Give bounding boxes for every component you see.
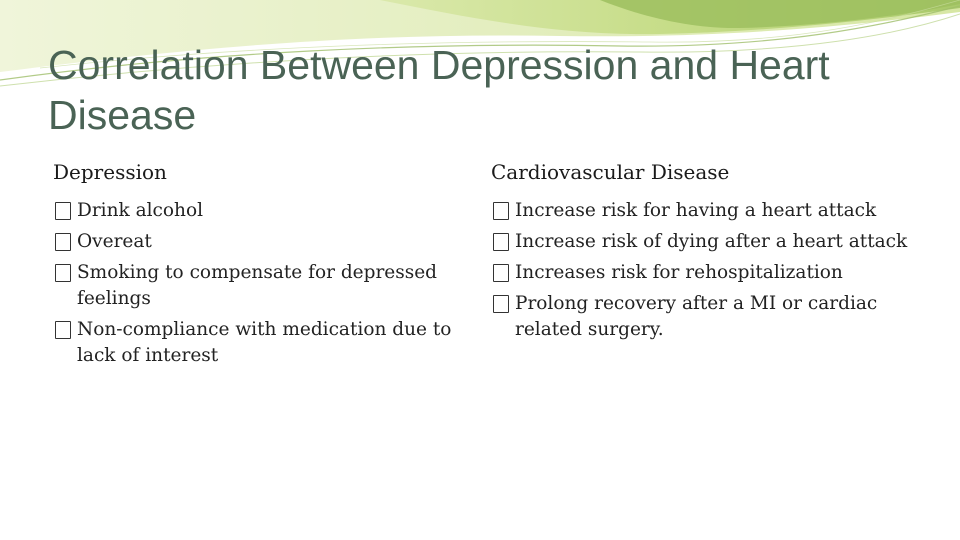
cardiovascular-list xyxy=(491,198,911,343)
list-item xyxy=(53,260,465,312)
list-item xyxy=(53,229,465,255)
missing-glyph-box-icon xyxy=(493,233,509,251)
slide-title: Correlation Between Depression and Heart Disease xyxy=(48,42,830,138)
list-item-text: Increases risk for rehospitalization xyxy=(515,262,843,283)
missing-glyph-box-icon xyxy=(55,321,71,339)
list-item-text: Overeat xyxy=(77,231,152,252)
depression-column xyxy=(53,157,465,374)
missing-glyph-box-icon xyxy=(493,202,509,220)
list-item-text: Drink alcohol xyxy=(77,200,204,221)
missing-glyph-box-icon xyxy=(55,264,71,282)
missing-glyph-box-icon xyxy=(493,264,509,282)
list-item xyxy=(53,317,465,369)
list-item-text: Smoking to compensate for depressed feelings xyxy=(77,262,438,309)
list-item xyxy=(491,260,911,286)
depression-list xyxy=(53,198,465,369)
list-item-text: Increase risk of dying after a heart attack xyxy=(515,231,908,252)
list-item-text: Increase risk for having a heart attack xyxy=(515,200,877,221)
cardiovascular-column xyxy=(491,157,911,348)
missing-glyph-box-icon xyxy=(55,233,71,251)
list-item xyxy=(491,229,911,255)
list-item xyxy=(53,198,465,224)
list-item xyxy=(491,198,911,224)
missing-glyph-box-icon xyxy=(55,202,71,220)
cardiovascular-heading: Cardiovascular Disease xyxy=(491,160,730,184)
list-item-text: Non-compliance with medication due to lack of interest xyxy=(77,319,452,366)
missing-glyph-box-icon xyxy=(493,295,509,313)
depression-heading: Depression xyxy=(53,160,167,184)
list-item xyxy=(491,291,911,343)
list-item-text: Prolong recovery after a MI or cardiac related surgery. xyxy=(515,293,878,340)
